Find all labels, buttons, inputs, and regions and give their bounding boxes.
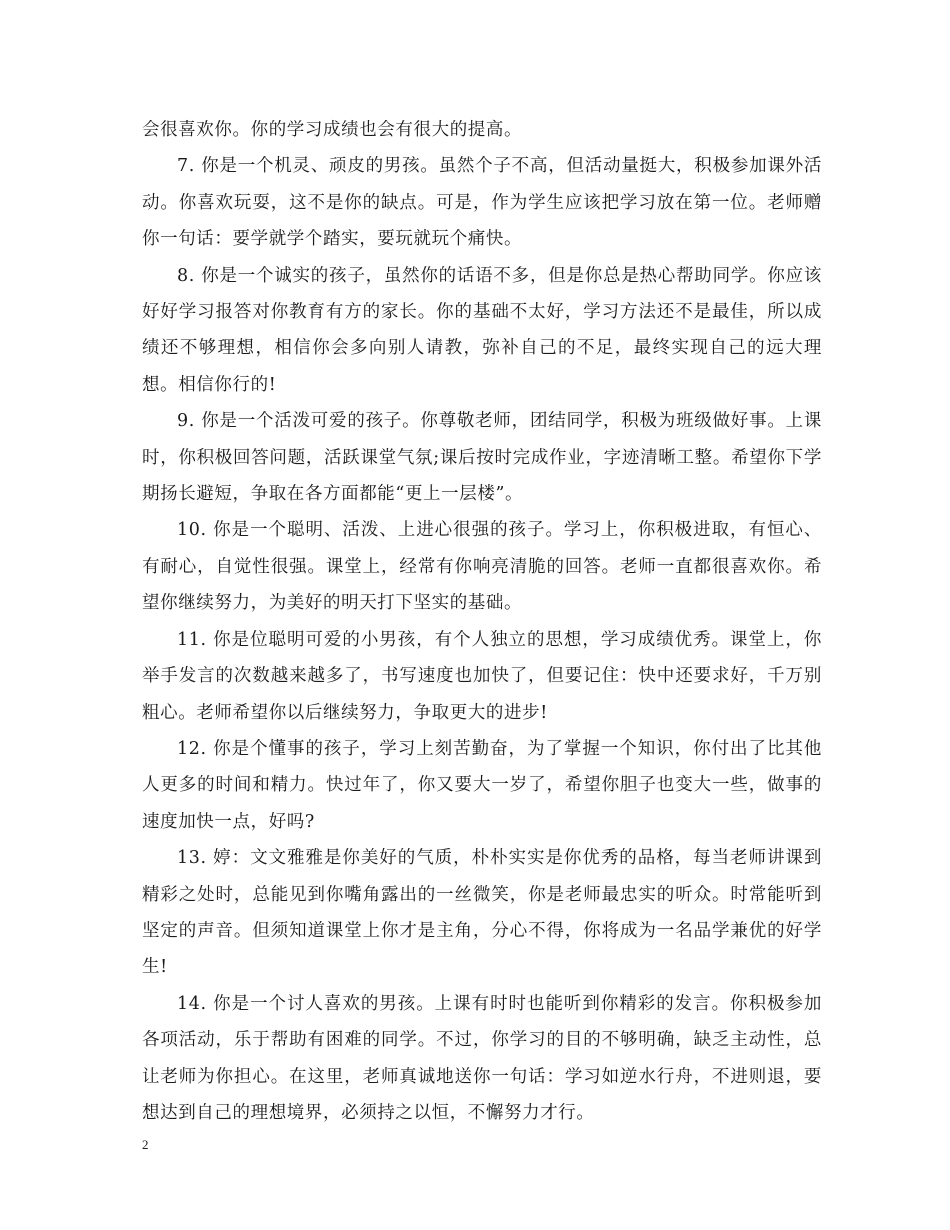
paragraph-comment-9: 9. 你是一个活泼可爱的孩子。你尊敬老师，团结同学，积极为班级做好事。上课时，你积极回答问题，活跃课堂气氛;课后按时完成作业，字迹清晰工整。希望你下学期扬长避短，争取在各方面都能“更上一层楼”。 (142, 411, 822, 505)
paragraph-comment-10: 10. 你是一个聪明、活泼、上进心很强的孩子。学习上，你积极进取，有恒心、有耐心，自觉性很强。课堂上，经常有你响亮清脆的回答。老师一直都很喜欢你。希望你继续努力，为美好的明天打下坚实的基础。 (142, 520, 822, 614)
paragraph-comment-12: 12. 你是个懂事的孩子，学习上刻苦勤奋，为了掌握一个知识，你付出了比其他人更多的时间和精力。快过年了，你又要大一岁了，希望你胆子也变大一些，做事的速度加快一点，好吗? (142, 738, 822, 832)
paragraph-comment-11: 11. 你是位聪明可爱的小男孩，有个人独立的思想，学习成绩优秀。课堂上，你举手发言的次数越来越多了，书写速度也加快了，但要记住：快中还要求好，千万别粗心。老师希望你以后继续努力，争取更大的进步! (142, 629, 822, 723)
paragraph-comment-7: 7. 你是一个机灵、顽皮的男孩。虽然个子不高，但活动量挺大，积极参加课外活动。你喜欢玩耍，这不是你的缺点。可是，作为学生应该把学习放在第一位。老师赠你一句话：要学就学个踏实，要玩就玩个痛快。 (142, 156, 822, 250)
paragraph-continuation: 会很喜欢你。你的学习成绩也会有很大的提高。 (142, 120, 523, 140)
document-body (142, 112, 822, 1131)
page-number: 2 (142, 1137, 149, 1152)
paragraph-comment-13: 13. 婷：文文雅雅是你美好的气质，朴朴实实是你优秀的品格，每当老师讲课到精彩之处时，总能见到你嘴角露出的一丝微笑，你是老师最忠实的听众。时常能听到坚定的声音。但须知道课堂上你才是主角，分心不得，你将成为一名品学兼优的好学生! (142, 848, 822, 978)
paragraph-comment-14: 14. 你是一个讨人喜欢的男孩。上课有时时也能听到你精彩的发言。你积极参加各项活动，乐于帮助有困难的同学。不过，你学习的目的不够明确，缺乏主动性，总让老师为你担心。在这里，老师真诚地送你一句话：学习如逆水行舟，不进则退，要想达到自己的理想境界，必须持之以恒，不懈努力才行。 (142, 993, 822, 1123)
paragraph-comment-8: 8. 你是一个诚实的孩子，虽然你的话语不多，但是你总是热心帮助同学。你应该好好学习报答对你教育有方的家长。你的基础不太好，学习方法还不是最佳，所以成绩还不够理想，相信你会多向别人请教，弥补自己的不足，最终实现自己的远大理想。相信你行的! (142, 265, 822, 395)
